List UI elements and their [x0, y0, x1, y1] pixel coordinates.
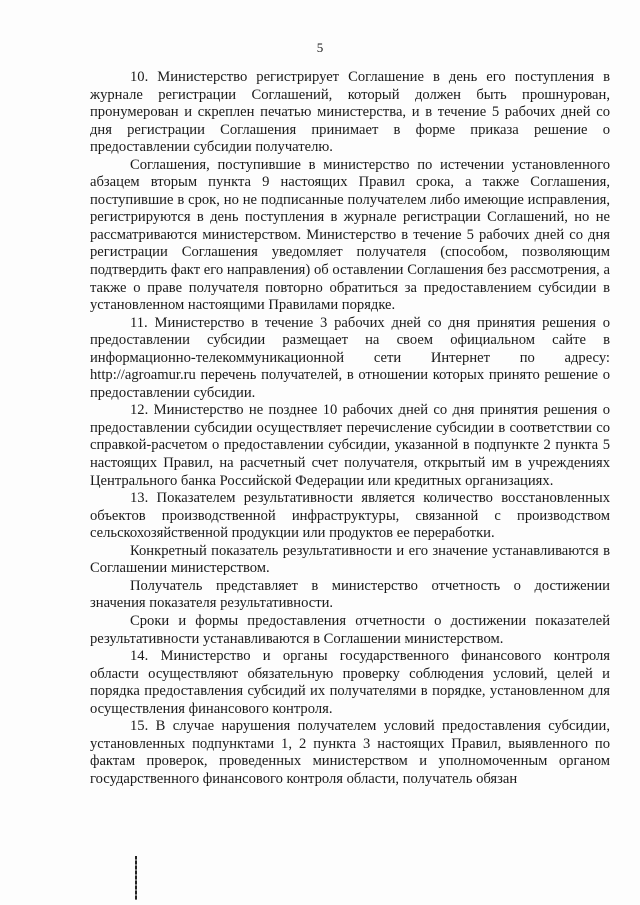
paragraph-13-deadlines: Сроки и формы предоставления отчетности о достижении показателей результативности устанавливаются в Соглашении министерством.	[90, 612, 610, 647]
paragraph-10: 10. Министерство регистрирует Соглашение в день его поступления в журнале регистрации Соглашений, который должен быть прошнурован, пронумерован и скреплен печатью министерства, и в течение 5 рабочих дней со дня регистрации Соглашения принимает в форме приказа решение о предоставлении субсидии получателю.	[90, 69, 610, 156]
paragraph-11: 11. Министерство в течение 3 рабочих дней со дня принятия решения о предоставлении субсидии размещает на своем официальном сайте в информационно-телекоммуникационной сети Интернет по адресу: http://agroamur.ru перечень получателей, в отношении которых принято решение о предоставлении субсидии.	[90, 314, 610, 401]
paragraph-15: 15. В случае нарушения получателем условий предоставления субсидии, установленных подпунктами 1, 2 пункта 3 настоящих Правил, выявленного по фактам проверок, проведенных министерством и уполномоченным органом государственного финансового контроля области, получатель обязан	[90, 718, 610, 787]
page-number: 5	[316, 40, 324, 55]
paragraph-13-indicator: Конкретный показатель результативности и его значение устанавливаются в Соглашении министерством.	[90, 542, 610, 577]
paragraph-10-continued: Соглашения, поступившие в министерство по истечении установленного абзацем вторым пункта 9 настоящих Правил срока, а также Соглашения, поступившие в срок, но не подписанные получателем либо имеющие исправления, регистрируются в день поступления в журнале регистрации Соглашений, но не рассматриваются министерством. Министерство в течение 5 рабочих дней со дня регистрации Соглашения уведомляет получателя (способом, позволяющим подтвердить факт его направления) об оставлении Соглашения без рассмотрения, а также о праве получателя повторно обратиться за предоставлением субсидии в установленном настоящими Правилами порядке.	[90, 156, 610, 314]
paragraph-13-reporting: Получатель представляет в министерство отчетность о достижении значения показателя результативности.	[90, 577, 610, 612]
paragraph-12: 12. Министерство не позднее 10 рабочих дней со дня принятия решения о предоставлении субсидии осуществляет перечисление субсидии в соответствии со справкой-расчетом о предоставлении субсидии, указанной в подпункте 2 пункта 5 настоящих Правил, на расчетный счет получателя, открытый им в учреждениях Центрального банка Российской Федерации или кредитных организациях.	[90, 402, 610, 489]
scan-binding-mark	[134, 856, 138, 900]
document-body	[90, 69, 610, 788]
paragraph-13: 13. Показателем результативности является количество восстановленных объектов производственной инфраструктуры, связанной с производством сельскохозяйственной продукции или продуктов ее переработки.	[90, 490, 610, 542]
paragraph-14: 14. Министерство и органы государственного финансового контроля области осуществляют обязательную проверку соблюдения условий, целей и порядка предоставления субсидий их получателями в порядке, установленном для осуществления финансового контроля.	[90, 648, 610, 717]
